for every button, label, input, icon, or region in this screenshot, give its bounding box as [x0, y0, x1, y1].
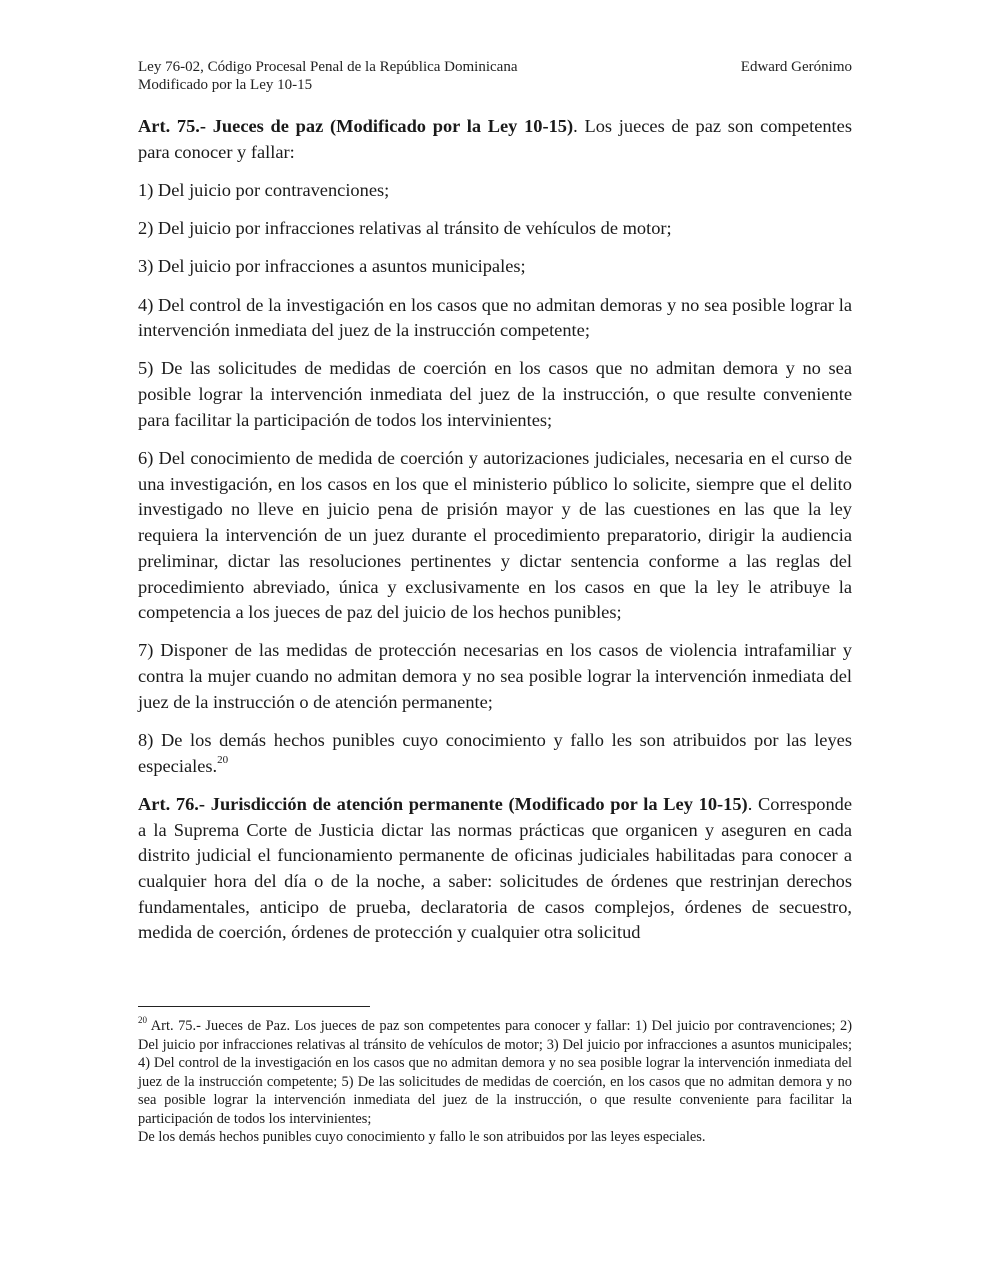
art75-item-1: 1) Del juicio por contravenciones; [138, 179, 390, 200]
header-subtitle: Modificado por la Ley 10-15 [138, 77, 313, 93]
art76-paragraph [138, 792, 852, 946]
document-page [138, 0, 852, 1280]
art75-item-8-paragraph [138, 728, 852, 779]
art75-paragraph [138, 114, 852, 165]
footnote-reference[interactable]: 20 [217, 753, 229, 766]
page-header [138, 58, 852, 94]
art76-heading: Art. 76.- Jurisdicción de atención permanente (Modificado por la Ley 10-15) [138, 793, 748, 814]
art75-intro: . Los jueces de paz son competentes para conocer y fallar: [138, 116, 852, 162]
art75-item-5: 5) De las solicitudes de medidas de coerción en los casos que no admitan demora y no sea posible lograr la intervención inmediata del juez de la instrucción, o que resulte conveniente para facilitar la participación de todos los intervinientes; [138, 358, 852, 430]
footnote [138, 1017, 852, 1147]
footnote-text: Art. 75.- Jueces de Paz. Los jueces de paz son competentes para conocer y fallar: 1) Del juicio por contravenciones; 2) Del juicio por infracciones relativas al tránsito de vehículos de motor; 3) Del juicio por infracciones a asuntos municipales; 4) Del control de la investigación en los casos que no admitan demora y no sea posible lograr la intervención inmediata del juez de la instrucción competente; 5) De las solicitudes de medidas de coerción, en los casos que no admitan demora y no sea posible lograr la intervención inmediata del juez de la instrucción, o que resulte conveniente para facilitar la participación de todos los intervinientes; [138, 1018, 852, 1127]
art75-item-6: 6) Del conocimiento de medida de coerción y autorizaciones judiciales, necesaria en el curso de una investigación, en los casos en los que el ministerio público lo solicite, siempre que el delito investigado no lleve en juicio pena de prisión mayor y de las cuestiones en las que la ley requiera la intervención de un juez durante el procedimiento preparatorio, dirigir la audiencia preliminar, dictar las resoluciones pertinentes y dictar sentencia conforme a las reglas del procedimiento abreviado, única y exclusivamente en los casos en que la ley le atribuye la competencia a los jueces de paz del juicio de los hechos punibles; [138, 448, 852, 623]
art75-item-2: 2) Del juicio por infracciones relativas al tránsito de vehículos de motor; [138, 218, 672, 239]
header-author: Edward Gerónimo [740, 59, 852, 75]
art75-item-8: 8) De los demás hechos punibles cuyo conocimiento y fallo les son atribuidos por las leyes especiales. [138, 730, 852, 776]
document-body [138, 114, 852, 959]
art75-item-7: 7) Disponer de las medidas de protección necesarias en los casos de violencia intrafamiliar y contra la mujer cuando no admitan demora y no sea posible lograr la intervención inmediata del juez de la instrucción o de atención permanente; [138, 640, 852, 712]
art76-text: . Corresponde a la Suprema Corte de Justicia dictar las normas prácticas que organicen y aseguren en cada distrito judicial el funcionamiento permanente de oficinas judiciales habilitadas para conocer a cualquier hora del día o de la noche, a saber: solicitudes de órdenes que restrinjan derechos fundamentales, anticipo de prueba, declaratoria de casos complejos, órdenes de secuestro, medida de coerción, órdenes de protección y cualquier otra solicitud [138, 793, 852, 943]
footnote-separator [138, 1006, 370, 1007]
footnote-last-line: De los demás hechos punibles cuyo conocimiento y fallo le son atribuidos por las leyes especiales. [138, 1129, 706, 1145]
footnote-number: 20 [138, 1015, 147, 1026]
art75-heading: Art. 75.- Jueces de paz (Modificado por la Ley 10-15) [138, 116, 574, 136]
art75-item-3: 3) Del juicio por infracciones a asuntos municipales; [138, 256, 526, 277]
art75-item-4: 4) Del control de la investigación en los casos que no admitan demoras y no sea posible lograr la intervención inmediata del juez de la instrucción competente; [138, 294, 852, 341]
footnote-paragraph [138, 1017, 852, 1128]
header-title: Ley 76-02, Código Procesal Penal de la República Dominicana [138, 59, 518, 75]
